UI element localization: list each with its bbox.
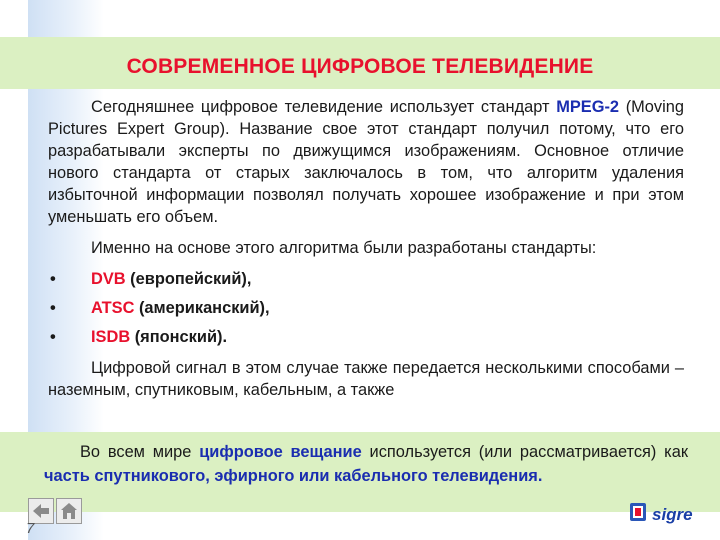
list-item [48,268,684,290]
standard-name: ATSC [91,299,135,317]
bottom-note-highlight2: часть спутникового, эфирного или кабельного телевидения. [44,467,543,485]
slide-title: СОВРЕМЕННОЕ ЦИФРОВОЕ ТЕЛЕВИДЕНИЕ [126,55,594,78]
standards-list [48,268,684,348]
paragraph-mpeg [48,96,684,228]
bottom-note-part2: используется (или рассматривается) как [361,443,688,461]
bottom-note-highlight1: цифровое вещание [199,443,362,461]
back-arrow-icon [32,503,50,519]
slide-number: 7 [26,520,35,537]
standard-name: ISDB [91,328,131,346]
paragraph-signal: Цифровой сигнал в этом случае также передается несколькими способами – наземным, спутниковым, кабельным, а также [48,359,684,399]
slide-body [48,96,684,432]
logo-icon [628,500,710,528]
standard-desc: (американский), [134,299,270,317]
bullet: • [50,328,56,346]
home-icon [60,502,78,520]
paragraph-mpeg-rest: (Moving Pictures Expert Group). Название свое этот стандарт получил потому, что его разрабатывали эксперты по движущимся изображениям. Основное отличие нового стандарта от старых заключалось в том, что алгоритм удаления избыточной информации позволял получать хорошее изображение и при этом уменьшать его объем. [48,98,684,226]
standard-desc: (японский). [130,328,228,346]
bottom-note [44,440,688,488]
standard-mpeg2: MPEG-2 [556,98,620,116]
bottom-note-part1: Во всем мире [80,443,200,461]
paragraph-mpeg-intro: Сегодняшнее цифровое телевидение использует стандарт [91,98,557,116]
paragraph-standards: Именно на основе этого алгоритма были разработаны стандарты: [91,239,597,257]
list-item [48,297,684,319]
standard-name: DVB [91,270,126,288]
bullet: • [50,299,56,317]
standard-desc: (европейский), [125,270,252,288]
list-item [48,326,684,348]
logo-text: sigre [652,505,693,524]
home-button[interactable] [56,498,82,524]
bullet: • [50,270,56,288]
